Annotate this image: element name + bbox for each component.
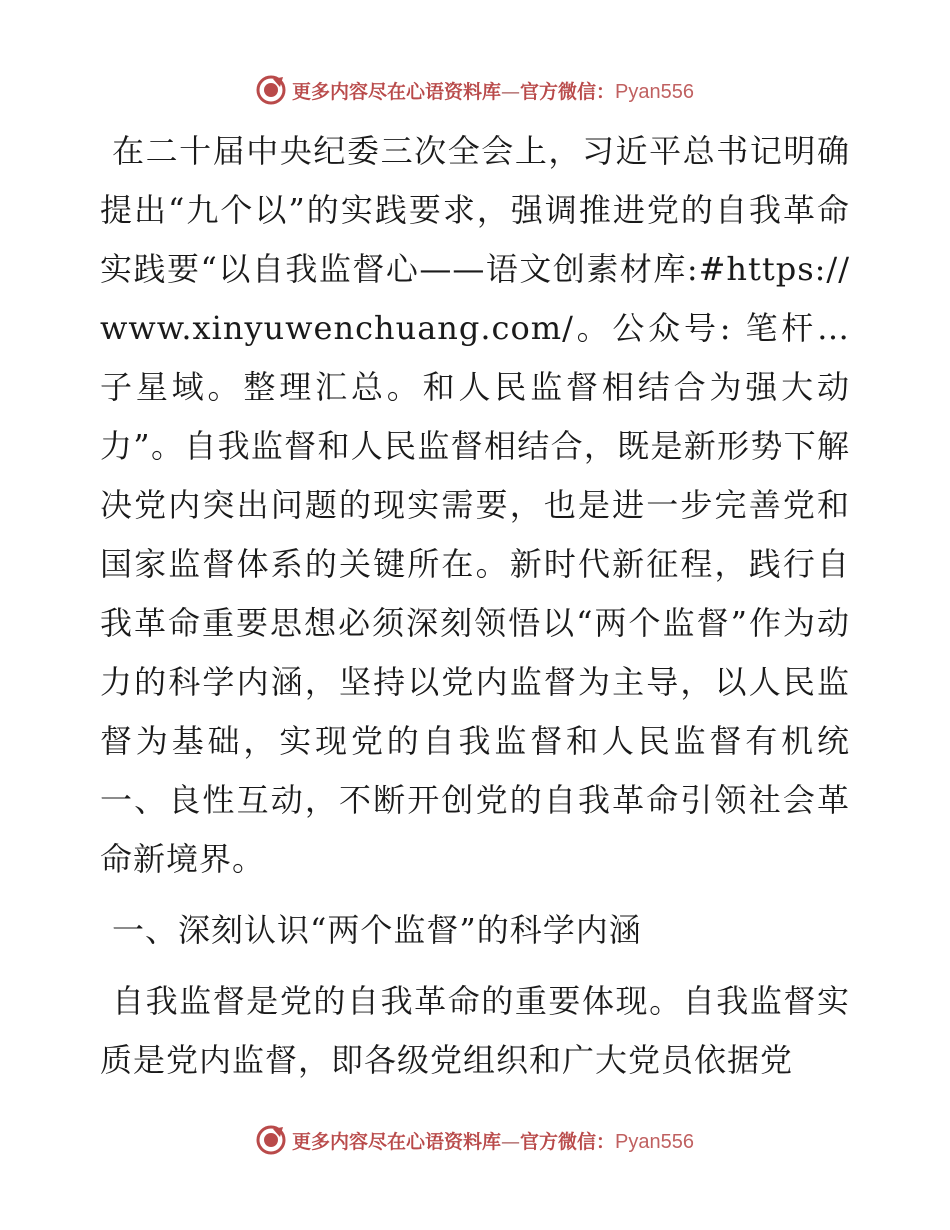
watermark-text — [292, 77, 694, 104]
pen-logo-icon — [256, 1125, 286, 1155]
footer-watermark — [0, 1120, 950, 1160]
body-paragraph-1: 在二十届中央纪委三次全会上，习近平总书记明确提出“九个以”的实践要求，强调推进党的自我革命实践要“以自我监督心——语文创素材库:#https://www.xinyuwenchuang.com/。公众号: 笔杆…子星域。整理汇总。和人民监督相结合为强大动力”。自我监督和人民监督相结合，既是新形势下解决党内突出问题的现实需要，也是进一步完善党和国家监督体系的关键所在。新时代新征程，践行自我革命重要思想必须深刻领悟以“两个监督”作为动力的科学内涵，坚持以党内监督为主导，以人民监督为基础，实现党的自我监督和人民监督有机统一、良性互动，不断开创党的自我革命引领社会革命新境界。 — [100, 132, 850, 878]
header-watermark — [0, 70, 950, 110]
watermark-separator: — — [501, 1130, 521, 1153]
watermark-label: 官方微信： — [520, 1130, 616, 1153]
watermark-brand: 更多内容尽在心语资料库 — [292, 1130, 502, 1153]
watermark-separator: — — [501, 80, 521, 103]
body-paragraph-2: 自我监督是党的自我革命的重要体现。自我监督实质是党内监督，即各级党组织和广大党员依据党 — [100, 982, 850, 1079]
watermark-account: Pyan556 — [615, 80, 694, 103]
watermark-label: 官方微信： — [520, 80, 616, 103]
section-heading-1: 一、深刻认识“两个监督”的科学内涵 — [112, 911, 642, 949]
watermark-text — [292, 1127, 694, 1154]
watermark-account: Pyan556 — [615, 1130, 694, 1153]
document-body — [100, 122, 850, 1090]
pen-logo-icon — [256, 75, 286, 105]
watermark-brand: 更多内容尽在心语资料库 — [292, 80, 502, 103]
